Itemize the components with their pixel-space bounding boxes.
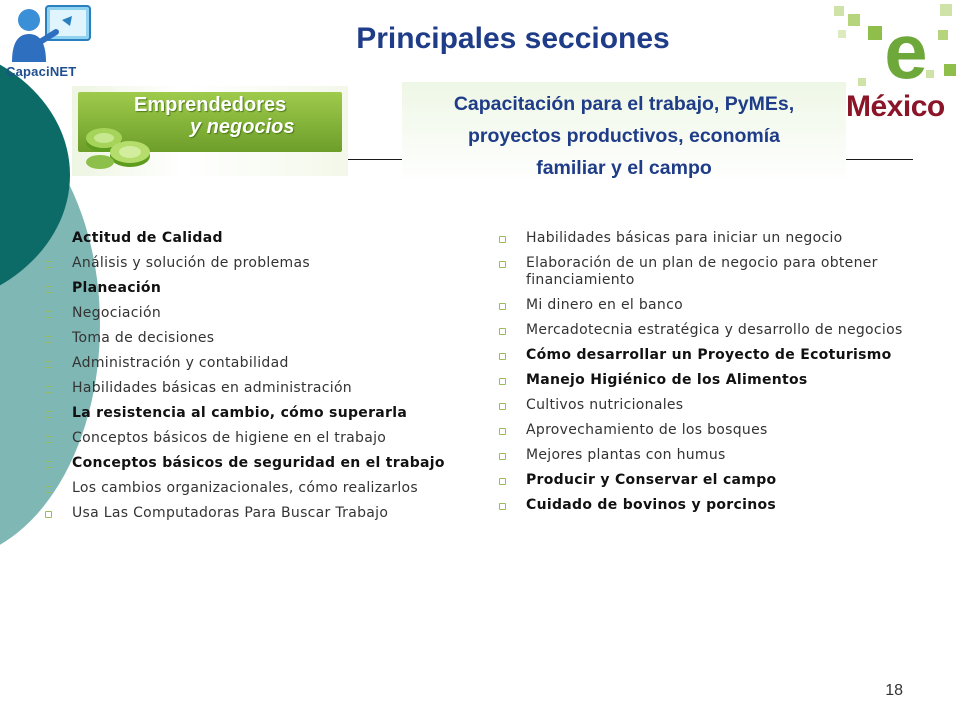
section-heading [402, 82, 846, 184]
capacinet-logo-text: CapaciNET [6, 64, 77, 79]
list-item-text: Los cambios organizacionales, cómo realizarlos [72, 480, 418, 496]
emprendedores-banner [72, 86, 348, 176]
list-item-text: La resistencia al cambio, cómo superarla [72, 405, 408, 421]
list-item-text: Administración y contabilidad [72, 355, 289, 371]
section-heading-line3: familiar y el campo [536, 157, 712, 179]
square-bullet-icon [45, 336, 52, 343]
square-bullet-icon [45, 286, 52, 293]
square-bullet-icon [45, 311, 52, 318]
left-topic-list [36, 230, 476, 530]
list-item-text: Actitud de Calidad [72, 230, 223, 246]
list-item-text: Mi dinero en el banco [526, 297, 683, 313]
list-item-text: Mejores plantas con humus [526, 447, 726, 463]
list-item [36, 430, 476, 447]
square-bullet-icon [499, 503, 506, 510]
list-item-text: Análisis y solución de problemas [72, 255, 310, 271]
page-title: Principales secciones [356, 22, 670, 55]
list-item [36, 305, 476, 322]
list-item [490, 297, 910, 314]
list-item [36, 330, 476, 347]
square-bullet-icon [499, 328, 506, 335]
square-bullet-icon [499, 378, 506, 385]
list-item [36, 480, 476, 497]
square-bullet-icon [45, 261, 52, 268]
list-item-text: Producir y Conservar el campo [526, 472, 777, 488]
square-bullet-icon [499, 261, 506, 268]
list-item-text: Negociación [72, 305, 162, 321]
square-bullet-icon [499, 453, 506, 460]
list-item-text: Manejo Higiénico de los Alimentos [526, 372, 808, 388]
list-item-text: Cómo desarrollar un Proyecto de Ecoturismo [526, 347, 892, 363]
list-item-text: Toma de decisiones [72, 330, 215, 346]
list-item [490, 322, 910, 339]
square-bullet-icon [499, 236, 506, 243]
list-item [36, 505, 476, 522]
list-item [36, 380, 476, 397]
banner-title-line1: Emprendedores [134, 94, 287, 116]
square-bullet-icon [499, 403, 506, 410]
list-item-text: Aprovechamiento de los bosques [526, 422, 768, 438]
list-item [490, 472, 910, 489]
list-item [490, 447, 910, 464]
list-item [490, 397, 910, 414]
list-item [490, 255, 910, 289]
list-item [490, 497, 910, 514]
emexico-logo-text: México [846, 90, 945, 123]
list-item [490, 230, 910, 247]
square-bullet-icon [45, 486, 52, 493]
square-bullet-icon [499, 428, 506, 435]
square-bullet-icon [499, 478, 506, 485]
square-bullet-icon [499, 353, 506, 360]
square-bullet-icon [499, 303, 506, 310]
square-bullet-icon [45, 511, 52, 518]
banner-title-line2: y negocios [190, 116, 295, 138]
list-item-text: Mercadotecnia estratégica y desarrollo de negocios [526, 322, 903, 338]
list-item-text: Conceptos básicos de seguridad en el trabajo [72, 455, 445, 471]
list-item-text: Usa Las Computadoras Para Buscar Trabajo [72, 505, 389, 521]
list-item-text: Conceptos básicos de higiene en el trabajo [72, 430, 387, 446]
square-bullet-icon [45, 411, 52, 418]
list-item [490, 347, 910, 364]
svg-text:e: e [884, 7, 928, 95]
page-number: 18 [885, 682, 903, 699]
list-item-text: Cultivos nutricionales [526, 397, 684, 413]
list-item-text: Cuidado de bovinos y porcinos [526, 497, 777, 513]
square-bullet-icon [45, 361, 52, 368]
list-item [36, 280, 476, 297]
list-item [490, 422, 910, 439]
square-bullet-icon [45, 436, 52, 443]
list-item-text: Elaboración de un plan de negocio para obtener financiamiento [526, 255, 878, 288]
square-bullet-icon [45, 461, 52, 468]
right-topic-list [490, 230, 910, 522]
list-item [36, 230, 476, 247]
list-item-text: Habilidades básicas en administración [72, 380, 352, 396]
section-heading-line2: proyectos productivos, economía [467, 125, 781, 147]
list-item [490, 372, 910, 389]
list-item-text: Habilidades básicas para iniciar un negocio [526, 230, 843, 246]
list-item [36, 355, 476, 372]
list-item [36, 455, 476, 472]
list-item [36, 255, 476, 272]
section-heading-line1: Capacitación para el trabajo, PyMEs, [453, 93, 795, 115]
list-item [36, 405, 476, 422]
list-item-text: Planeación [72, 280, 162, 296]
square-bullet-icon [45, 386, 52, 393]
